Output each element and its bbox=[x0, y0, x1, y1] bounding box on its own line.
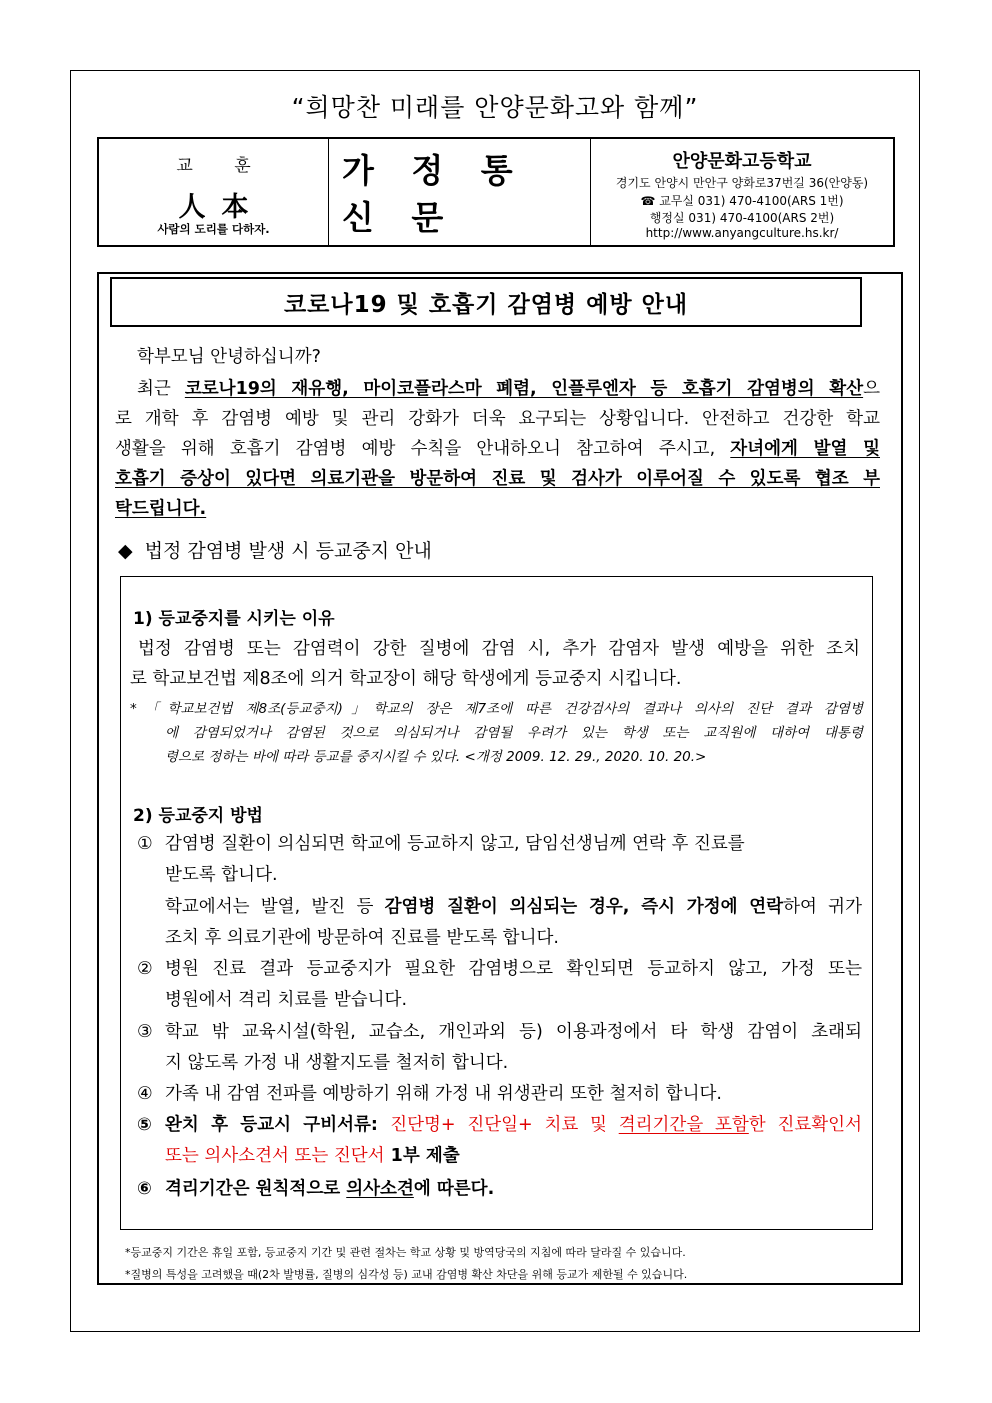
intro-line-3 bbox=[115, 434, 880, 464]
method-6-underlined: 의사소견 bbox=[346, 1179, 414, 1199]
intro-emphasis: 코로나19의 재유행, 마이코플라스마 폐렴, 인플루엔자 등 호흡기 감염병의 확산 bbox=[184, 379, 864, 399]
intro-line-3-text: 생활을 위해 호흡기 감염병 예방 수칙을 안내하오니 참고하여 주시고, bbox=[115, 439, 731, 459]
motto-cell bbox=[99, 139, 329, 245]
method-2-line-2: 병원에서 격리 치료를 받습니다. bbox=[165, 990, 408, 1010]
method-1-text: 감염병 질환이 의심되면 학교에 등교하지 않고, 담임선생님께 연락 후 진료를 bbox=[165, 834, 745, 854]
method-heading: 2) 등교중지 방법 bbox=[133, 806, 263, 826]
method-3-text: 학교 밖 교육시설(학원, 교습소, 개인과외 등) 이용과정에서 타 학생 감염이 초래되 bbox=[165, 1022, 862, 1042]
method-1-line-4: 조치 후 의료기관에 방문하여 진료를 받도록 합니다. bbox=[165, 928, 559, 948]
method-3-line-2: 지 않도록 가정 내 생활지도를 철저히 합니다. bbox=[165, 1053, 509, 1073]
method-2-line-1 bbox=[137, 954, 862, 984]
motto-subtitle: 사람의 도리를 다하자. bbox=[157, 222, 270, 236]
method-2-number: ② bbox=[137, 959, 153, 979]
method-1-line-3-pre: 학교에서는 발열, 발진 등 bbox=[165, 897, 385, 917]
method-5-docs-part-1: 진단명+ 진단일+ 치료 및 bbox=[390, 1115, 619, 1135]
method-4-text: 가족 내 감염 전파를 예방하기 위해 가정 내 위생관리 또한 철저히 합니다. bbox=[165, 1084, 722, 1104]
method-1-line-3-post: 하여 귀가 bbox=[783, 897, 862, 917]
intro-line-3-emphasis: 자녀에게 발열 및 bbox=[730, 439, 880, 459]
footnote-1: *등교중지 기간은 휴일 포함, 등교중지 기간 및 관련 절차는 학교 상황 및 방역당국의 지침에 따라 달라질 수 있습니다. bbox=[125, 1246, 686, 1259]
school-website-link[interactable]: http://www.anyangculture.hs.kr/ bbox=[645, 226, 839, 240]
method-3-number: ③ bbox=[137, 1022, 153, 1042]
intro-line-2: 로 개학 후 감염병 예방 및 관리 강화가 더욱 요구되는 상황입니다. 안전하고 건강한 학교 bbox=[115, 409, 880, 429]
greeting: 학부모님 안녕하십니까? bbox=[137, 347, 321, 367]
method-5-docs-underlined: 격리기간을 포함 bbox=[618, 1115, 749, 1135]
method-5-number: ⑤ bbox=[137, 1115, 152, 1135]
law-note-line-3: 령으로 정하는 바에 따라 등교를 중지시킬 수 있다. <개정 2009. 12. 29., 2020. 10. 20.> bbox=[165, 749, 707, 765]
school-info-cell bbox=[591, 139, 893, 245]
footnote-2: *질병의 특성을 고려했을 때(2차 발병률, 질병의 심각성 등) 교내 감염병 확산 차단을 위해 등교가 제한될 수 있습니다. bbox=[125, 1268, 688, 1281]
intro-suffix: 으 bbox=[863, 379, 880, 399]
method-5-line-2 bbox=[165, 1141, 460, 1171]
section-title: 법정 감염병 발생 시 등교중지 안내 bbox=[144, 540, 432, 562]
reason-line-1: 법정 감염병 또는 감염력이 강한 질병에 감염 시, 추가 감염자 발생 예방을 위한 조치 bbox=[138, 639, 860, 659]
law-note-line-2: 에 감염되었거나 감염된 것으로 의심되거나 감염될 우려가 있는 학생 또는 교직원에 대하여 대통령 bbox=[165, 725, 863, 741]
phone-teacher: ☎ 교무실 031) 470-4100(ARS 1번) bbox=[640, 194, 844, 208]
school-address: 경기도 안양시 만안구 양화로37번길 36(안양동) bbox=[615, 176, 869, 190]
method-6-number: ⑥ bbox=[137, 1179, 152, 1199]
school-slogan: “희망찬 미래를 안양문화고와 함께” bbox=[291, 93, 699, 122]
method-5-docs-part-3: 또는 의사소견서 또는 진단서 bbox=[165, 1146, 385, 1166]
method-5-submit: 1부 제출 bbox=[384, 1146, 460, 1166]
intro-line-1 bbox=[115, 374, 880, 404]
doc-title: 가 정 통 신 문 bbox=[342, 151, 526, 237]
motto-label: 교 훈 bbox=[176, 156, 269, 176]
intro-line-5: 탁드립니다. bbox=[115, 499, 207, 519]
method-1-line-1 bbox=[137, 829, 745, 859]
method-2-text: 병원 진료 결과 등교중지가 필요한 감염병으로 확인되면 등교하지 않고, 가정 또는 bbox=[165, 959, 862, 979]
phone-admin: 행정실 031) 470-4100(ARS 2번) bbox=[649, 211, 835, 225]
reason-line-2: 로 학교보건법 제8조에 의거 학교장이 해당 학생에게 등교중지 시킵니다. bbox=[130, 669, 682, 689]
letterhead-table bbox=[97, 137, 895, 247]
school-name: 안양문화고등학교 bbox=[672, 151, 812, 172]
reason-heading: 1) 등교중지를 시키는 이유 bbox=[133, 609, 335, 629]
notice-title-box bbox=[110, 277, 862, 327]
method-5-line-1 bbox=[137, 1110, 862, 1140]
diamond-icon: ◆ bbox=[118, 540, 133, 562]
section-heading bbox=[118, 536, 432, 563]
method-6-pre: 격리기간은 원칙적으로 bbox=[165, 1179, 347, 1199]
method-1-line-3 bbox=[165, 892, 862, 922]
intro-prefix: 최근 bbox=[137, 379, 185, 399]
intro-line-4: 호흡기 증상이 있다면 의료기관을 방문하여 진료 및 검사가 이루어질 수 있도록 협조 부 bbox=[115, 469, 880, 489]
method-4-line-1 bbox=[137, 1079, 722, 1109]
law-note-line-1: *「학교보건법 제8조(등교중지)」학교의 장은 제7조에 따른 건강검사의 결과나 의사의 진단 결과 감염병 bbox=[130, 701, 863, 717]
motto-main: 人本 bbox=[178, 192, 265, 223]
method-6-post: 에 따른다. bbox=[413, 1179, 495, 1199]
method-6-line-1 bbox=[137, 1174, 494, 1204]
method-5-label: 완치 후 등교시 구비서류: bbox=[165, 1115, 391, 1135]
method-1-line-3-emphasis: 감염병 질환이 의심되는 경우, 즉시 가정에 연락 bbox=[384, 897, 784, 917]
method-5-docs-part-2: 한 진료확인서 bbox=[748, 1115, 862, 1135]
doc-title-cell bbox=[329, 139, 591, 245]
method-3-line-1 bbox=[137, 1017, 862, 1047]
notice-title: 코로나19 및 호흡기 감염병 예방 안내 bbox=[283, 291, 689, 318]
method-4-number: ④ bbox=[137, 1084, 153, 1104]
method-1-line-2: 받도록 합니다. bbox=[165, 865, 278, 885]
method-1-number: ① bbox=[137, 834, 153, 854]
